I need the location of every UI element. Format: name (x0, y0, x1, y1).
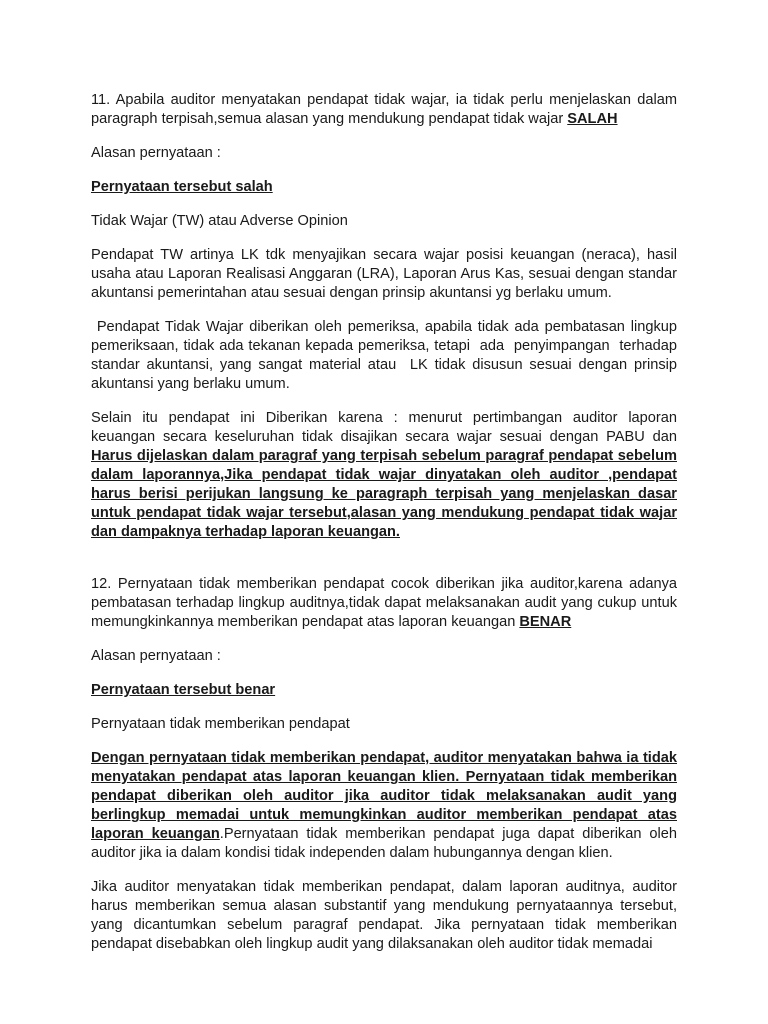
paragraph-12-1 (91, 749, 677, 863)
question-12 (91, 575, 677, 632)
verdict-12: Pernyataan tersebut benar (91, 682, 276, 698)
reason-label-11: Alasan pernyataan : (91, 145, 221, 161)
subtitle-12: Pernyataan tidak memberikan pendapat (91, 716, 350, 732)
paragraph-11-2: Pendapat Tidak Wajar diberikan oleh pemeriksa, apabila tidak ada pembatasan lingkup pemeriksaan, tidak ada tekanan kepada pemeriksa, tetapi ada penyimpangan terhadap standar akuntansi, yang sangat material atau LK tidak disusun sesuai dengan prinsip akuntansi yang berlaku umum. (91, 319, 682, 392)
paragraph-11-3 (91, 409, 677, 542)
document-page (91, 91, 682, 969)
paragraph-11-3-emphasis: Harus dijelaskan dalam paragraf yang terpisah sebelum paragraf pendapat sebelum dalam laporannya,Jika pendapat tidak wajar dinyatakan oleh auditor ,pendapat harus berisi perijukan langsung ke paragraph terpisah yang menjelaskan dasar untuk pendapat tidak wajar tersebut,alasan yang mendukung pendapat tidak wajar dan dampaknya terhadap laporan keuangan. (91, 448, 677, 540)
answer-11: SALAH (567, 111, 618, 127)
question-12-text: 12. Pernyataan tidak memberikan pendapat cocok diberikan jika auditor,karena adanya pembatasan terhadap lingkup auditnya,tidak dapat melaksanakan audit yang cukup untuk memungkinkannya memberikan pendapat atas laporan keuangan (91, 576, 677, 630)
paragraph-11-3-plain: Selain itu pendapat ini Diberikan karena : menurut pertimbangan auditor laporan keuangan secara keseluruhan tidak disajikan secara wajar sesuai dengan PABU dan (91, 410, 677, 445)
paragraph-11-1: Pendapat TW artinya LK tdk menyajikan secara wajar posisi keuangan (neraca), hasil usaha atau Laporan Realisasi Anggaran (LRA), Laporan Arus Kas, sesuai dengan standar akuntansi pemerintahan atau sesuai dengan prinsip akuntansi yg berlaku umum. (91, 247, 677, 301)
question-11-text: 11. Apabila auditor menyatakan pendapat tidak wajar, ia tidak perlu menjelaskan dalam paragraph terpisah,semua alasan yang mendukung pendapat tidak wajar (91, 92, 677, 127)
verdict-11: Pernyataan tersebut salah (91, 179, 273, 195)
paragraph-12-1-plain: .Pernyataan tidak memberikan pendapat juga dapat diberikan oleh auditor jika ia dalam kondisi tidak independen dalam hubungannya dengan klien. (91, 826, 677, 861)
reason-label-12: Alasan pernyataan : (91, 648, 221, 664)
answer-12: BENAR (519, 614, 572, 630)
paragraph-12-1-emphasis: Dengan pernyataan tidak memberikan pendapat, auditor menyatakan bahwa ia tidak menyatakan pendapat atas laporan keuangan klien. Pernyataan tidak memberikan pendapat diberikan oleh auditor jika auditor tidak melaksanakan audit yang berlingkup memadai untuk memungkinkan auditor memberikan pendapat atas laporan keuangan (91, 750, 677, 842)
subtitle-11: Tidak Wajar (TW) atau Adverse Opinion (91, 213, 348, 229)
paragraph-12-2: Jika auditor menyatakan tidak memberikan pendapat, dalam laporan auditnya, auditor harus memberikan semua alasan substantif yang mendukung pernyataannya tersebut, yang dicantumkan sebelum paragraf pendapat. Jika pernyataan tidak memberikan pendapat disebabkan oleh lingkup audit yang dilaksanakan oleh auditor tidak memadai (91, 879, 677, 952)
question-11 (91, 91, 677, 129)
